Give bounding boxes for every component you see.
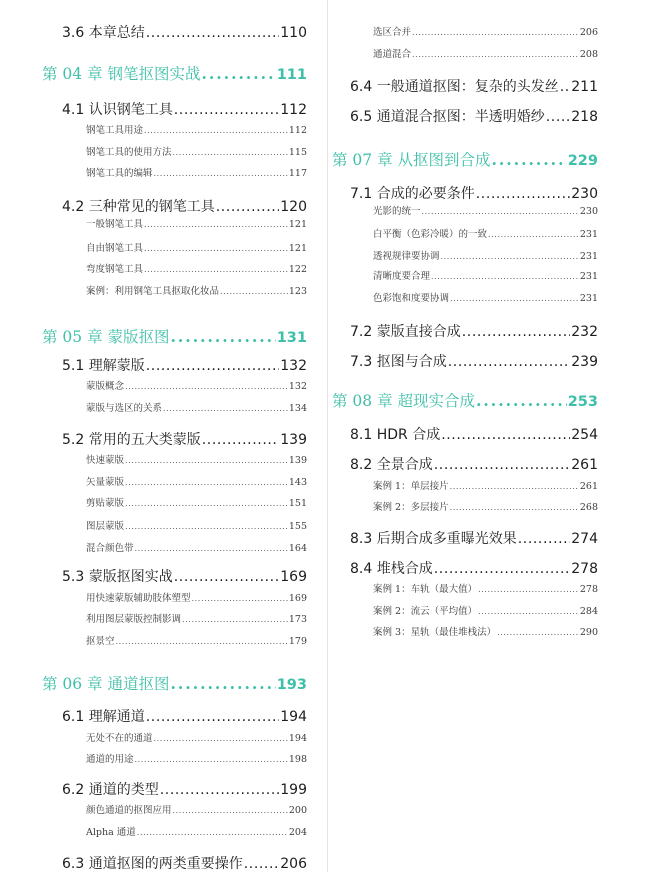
toc-entry-sub — [86, 590, 307, 604]
leader-dots — [244, 856, 280, 872]
toc-entry-sub — [86, 144, 307, 158]
entry-title: 8.2 全景合成 — [350, 457, 433, 473]
leader-dots — [434, 457, 571, 473]
entry-page-number: 239 — [571, 354, 598, 370]
entry-title: 3.6 本章总结 — [62, 25, 145, 41]
toc-entry-section — [350, 351, 598, 371]
entry-title: 剪贴蒙版 — [86, 498, 125, 509]
entry-page-number: 143 — [288, 477, 307, 488]
toc-entry-chapter — [332, 389, 598, 411]
column-divider — [327, 0, 328, 872]
leader-dots — [116, 637, 288, 646]
entry-page-number: 206 — [579, 27, 598, 38]
leader-dots — [125, 382, 288, 391]
toc-entry-section — [350, 558, 598, 578]
leader-dots — [174, 569, 280, 585]
leader-dots — [478, 607, 579, 616]
entry-page-number: 232 — [571, 324, 598, 340]
entry-page-number: 278 — [579, 584, 598, 595]
leader-dots — [448, 354, 571, 370]
leader-dots — [144, 265, 288, 274]
entry-page-number: 115 — [288, 147, 307, 158]
entry-title: 6.1 理解通道 — [62, 709, 145, 725]
toc-entry-sub — [86, 611, 307, 625]
entry-title: 7.2 蒙版直接合成 — [350, 324, 461, 340]
toc-entry-sub — [373, 203, 598, 217]
leader-dots — [450, 294, 579, 303]
entry-title: 蒙版概念 — [86, 381, 125, 392]
toc-entry-sub — [86, 400, 307, 414]
leader-dots — [478, 585, 579, 594]
entry-title: 5.3 蒙版抠图实战 — [62, 569, 173, 585]
entry-page-number: 194 — [280, 709, 307, 725]
entry-page-number: 131 — [276, 330, 307, 346]
entry-page-number: 155 — [288, 521, 307, 532]
entry-page-number: 230 — [579, 206, 598, 217]
entry-title: 色彩饱和度要协调 — [373, 293, 450, 304]
entry-title: 通道混合 — [373, 49, 412, 60]
leader-dots — [476, 391, 567, 410]
entry-title: 矢量蒙版 — [86, 477, 125, 488]
entry-page-number: 121 — [288, 219, 307, 230]
toc-entry-section — [350, 106, 598, 126]
leader-dots — [146, 358, 280, 374]
entry-title: 清晰度要合理 — [373, 271, 431, 282]
toc-entry-section — [62, 196, 307, 216]
toc-entry-sub — [86, 378, 307, 392]
entry-title: 一般钢笔工具 — [86, 219, 144, 230]
toc-entry-sub — [373, 46, 598, 60]
entry-page-number: 123 — [288, 286, 307, 297]
leader-dots — [202, 64, 276, 83]
entry-title: 钢笔工具的编辑 — [86, 168, 153, 179]
leader-dots — [146, 709, 280, 725]
entry-page-number: 231 — [579, 293, 598, 304]
leader-dots — [412, 28, 579, 37]
entry-page-number: 229 — [567, 153, 598, 169]
entry-title: 第 07 章 从抠图到合成 — [332, 151, 491, 169]
entry-page-number: 198 — [288, 754, 307, 765]
leader-dots — [146, 25, 280, 41]
toc-entry-sub — [373, 581, 598, 595]
leader-dots — [441, 427, 570, 443]
entry-page-number: 208 — [579, 49, 598, 60]
leader-dots — [173, 148, 288, 157]
entry-page-number: 111 — [276, 67, 307, 83]
leader-dots — [125, 478, 288, 487]
entry-title: 6.5 通道混合抠图：半透明婚纱 — [350, 109, 545, 125]
entry-title: 钢笔工具用途 — [86, 125, 144, 136]
leader-dots — [137, 828, 288, 837]
entry-title: 案例 1：车轨（最大值） — [373, 584, 478, 595]
entry-page-number: 134 — [288, 403, 307, 414]
entry-title: Alpha 通道 — [86, 827, 136, 838]
entry-title: 4.1 认识钢笔工具 — [62, 102, 173, 118]
entry-page-number: 231 — [579, 229, 598, 240]
entry-title: 颜色通道的抠图应用 — [86, 805, 172, 816]
leader-dots — [160, 782, 280, 798]
entry-page-number: 199 — [280, 782, 307, 798]
toc-entry-chapter — [42, 62, 307, 84]
leader-dots — [173, 806, 288, 815]
entry-page-number: 122 — [288, 264, 307, 275]
entry-page-number: 290 — [579, 627, 598, 638]
toc-entry-section — [62, 566, 307, 586]
entry-page-number: 179 — [288, 636, 307, 647]
entry-page-number: 151 — [288, 498, 307, 509]
toc-entry-sub — [373, 24, 598, 38]
entry-page-number: 132 — [288, 381, 307, 392]
entry-title: 第 06 章 通道抠图 — [42, 675, 170, 693]
leader-dots — [216, 199, 280, 215]
leader-dots — [518, 531, 571, 547]
entry-page-number: 121 — [288, 243, 307, 254]
toc-entry-sub — [373, 499, 598, 513]
entry-page-number: 254 — [571, 427, 598, 443]
entry-title: 6.2 通道的类型 — [62, 782, 159, 798]
leader-dots — [546, 109, 571, 125]
entry-page-number: 253 — [567, 394, 598, 410]
entry-page-number: 211 — [571, 79, 598, 95]
entry-title: 光影的统一 — [373, 206, 421, 217]
entry-title: 第 05 章 蒙版抠图 — [42, 328, 170, 346]
toc-entry-sub — [86, 474, 307, 488]
leader-dots — [171, 327, 276, 346]
entry-title: 混合颜色带 — [86, 543, 134, 554]
toc-entry-sub — [86, 824, 307, 838]
toc-entry-sub — [86, 122, 307, 136]
leader-dots — [174, 102, 280, 118]
entry-title: 通道的用途 — [86, 754, 134, 765]
entry-title: 案例 2：多层接片 — [373, 502, 449, 513]
toc-entry-section — [62, 706, 307, 726]
entry-page-number: 231 — [579, 251, 598, 262]
entry-page-number: 230 — [571, 186, 598, 202]
toc-entry-section — [62, 779, 307, 799]
entry-title: 第 08 章 超现实合成 — [332, 392, 476, 410]
toc-entry-sub — [86, 802, 307, 816]
entry-page-number: 110 — [280, 25, 307, 41]
entry-page-number: 274 — [571, 531, 598, 547]
entry-title: 5.2 常用的五大类蒙版 — [62, 432, 201, 448]
entry-page-number: 204 — [288, 827, 307, 838]
entry-title: 案例 1：单层接片 — [373, 481, 449, 492]
leader-dots — [144, 126, 288, 135]
entry-title: 弯度钢笔工具 — [86, 264, 144, 275]
leader-dots — [135, 544, 288, 553]
toc-entry-section — [62, 99, 307, 119]
entry-page-number: 193 — [276, 677, 307, 693]
entry-title: 快速蒙版 — [86, 455, 125, 466]
entry-title: 蒙版与选区的关系 — [86, 403, 163, 414]
entry-page-number: 194 — [288, 733, 307, 744]
entry-page-number: 173 — [288, 614, 307, 625]
leader-dots — [488, 230, 579, 239]
leader-dots — [144, 244, 288, 253]
toc-entry-sub — [86, 240, 307, 254]
leader-dots — [125, 522, 288, 531]
leader-dots — [476, 186, 571, 202]
leader-dots — [125, 499, 288, 508]
leader-dots — [412, 50, 579, 59]
entry-page-number: 117 — [288, 168, 307, 179]
toc-entry-sub — [373, 268, 598, 282]
entry-title: 案例 3：星轨（最佳堆栈法） — [373, 627, 497, 638]
toc-entry-section — [350, 528, 598, 548]
toc-entry-section — [62, 853, 307, 873]
entry-title: 6.3 通道抠图的两类重要操作 — [62, 856, 243, 872]
toc-entry-section — [350, 183, 598, 203]
entry-page-number: 139 — [280, 432, 307, 448]
leader-dots — [450, 503, 579, 512]
leader-dots — [497, 628, 579, 637]
entry-page-number: 268 — [579, 502, 598, 513]
leader-dots — [135, 755, 288, 764]
leader-dots — [492, 150, 567, 169]
entry-title: 4.2 三种常见的钢笔工具 — [62, 199, 215, 215]
entry-page-number: 139 — [288, 455, 307, 466]
toc-entry-section — [350, 321, 598, 341]
toc-entry-sub — [373, 603, 598, 617]
entry-page-number: 206 — [280, 856, 307, 872]
toc-entry-sub — [373, 478, 598, 492]
toc-entry-sub — [373, 624, 598, 638]
entry-page-number: 200 — [288, 805, 307, 816]
toc-entry-sub — [373, 290, 598, 304]
toc-entry-sub — [86, 165, 307, 179]
entry-page-number: 231 — [579, 271, 598, 282]
entry-page-number: 218 — [571, 109, 598, 125]
leader-dots — [431, 272, 579, 281]
toc-entry-sub — [86, 261, 307, 275]
entry-title: 8.1 HDR 合成 — [350, 427, 441, 443]
leader-dots — [154, 169, 288, 178]
entry-page-number: 169 — [280, 569, 307, 585]
entry-title: 抠景空 — [86, 636, 115, 647]
toc-entry-section — [350, 424, 598, 444]
toc-entry-section — [62, 355, 307, 375]
leader-dots — [450, 482, 579, 491]
entry-title: 5.1 理解蒙版 — [62, 358, 145, 374]
toc-entry-section — [350, 454, 598, 474]
entry-title: 第 04 章 钢笔抠图实战 — [42, 65, 201, 83]
entry-title: 用快速蒙版辅助肢体塑型 — [86, 593, 191, 604]
entry-page-number: 164 — [288, 543, 307, 554]
entry-page-number: 284 — [579, 606, 598, 617]
entry-page-number: 132 — [280, 358, 307, 374]
entry-page-number: 120 — [280, 199, 307, 215]
entry-page-number: 261 — [571, 457, 598, 473]
entry-title: 利用图层蒙版控制影调 — [86, 614, 182, 625]
leader-dots — [125, 456, 288, 465]
leader-dots — [163, 404, 288, 413]
toc-entry-sub — [86, 540, 307, 554]
entry-title: 8.3 后期合成多重曝光效果 — [350, 531, 517, 547]
toc-entry-section — [350, 76, 598, 96]
toc-entry-sub — [373, 248, 598, 262]
toc-entry-sub — [86, 730, 307, 744]
toc-entry-section — [62, 22, 307, 42]
leader-dots — [182, 615, 288, 624]
entry-title: 选区合并 — [373, 27, 412, 38]
leader-dots — [202, 432, 280, 448]
entry-title: 6.4 一般通道抠图：复杂的头发丝 — [350, 79, 559, 95]
entry-title: 7.1 合成的必要条件 — [350, 186, 475, 202]
entry-page-number: 169 — [288, 593, 307, 604]
leader-dots — [192, 594, 288, 603]
leader-dots — [144, 220, 288, 229]
toc-entry-sub — [86, 495, 307, 509]
leader-dots — [560, 79, 571, 95]
entry-title: 案例 2：流云（平均值） — [373, 606, 478, 617]
entry-page-number: 278 — [571, 561, 598, 577]
toc-entry-sub — [86, 452, 307, 466]
toc-entry-chapter — [42, 672, 307, 694]
leader-dots — [441, 252, 579, 261]
toc-entry-sub — [86, 518, 307, 532]
entry-title: 无处不在的通道 — [86, 733, 153, 744]
toc-entry-sub — [86, 283, 307, 297]
toc-entry-chapter — [332, 148, 598, 170]
leader-dots — [434, 561, 571, 577]
entry-title: 7.3 抠图与合成 — [350, 354, 447, 370]
leader-dots — [154, 734, 288, 743]
entry-page-number: 112 — [288, 125, 307, 136]
toc-entry-sub — [86, 633, 307, 647]
leader-dots — [220, 287, 288, 296]
toc-entry-sub — [86, 216, 307, 230]
entry-title: 8.4 堆栈合成 — [350, 561, 433, 577]
toc-entry-sub — [373, 226, 598, 240]
entry-page-number: 261 — [579, 481, 598, 492]
leader-dots — [462, 324, 571, 340]
leader-dots — [171, 674, 276, 693]
entry-title: 透视规律要协调 — [373, 251, 440, 262]
entry-title: 自由钢笔工具 — [86, 243, 144, 254]
entry-title: 白平衡（色彩冷暖）的一致 — [373, 229, 488, 240]
toc-entry-chapter — [42, 325, 307, 347]
entry-title: 图层蒙版 — [86, 521, 125, 532]
toc-entry-section — [62, 429, 307, 449]
leader-dots — [422, 207, 579, 216]
entry-title: 钢笔工具的使用方法 — [86, 147, 172, 158]
entry-title: 案例：利用钢笔工具抠取化妆品 — [86, 286, 220, 297]
entry-page-number: 112 — [280, 102, 307, 118]
toc-entry-sub — [86, 751, 307, 765]
